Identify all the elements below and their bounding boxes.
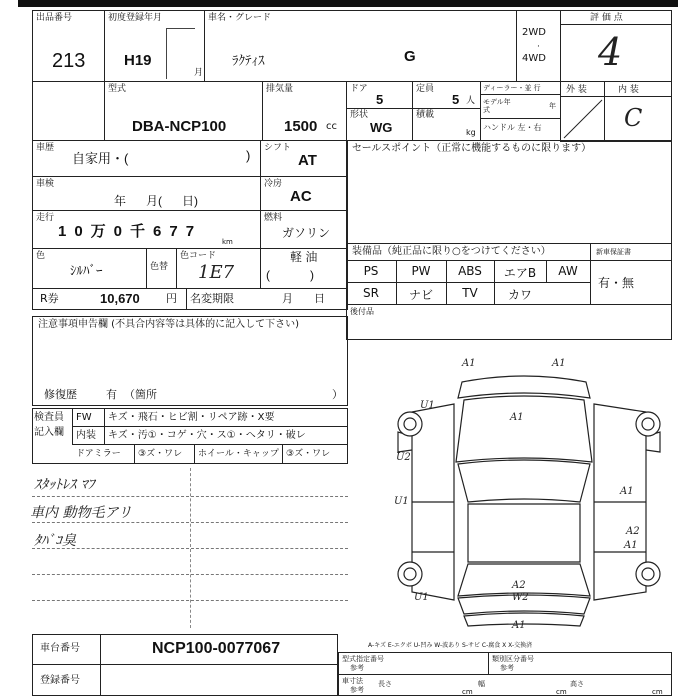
cap-text: ③ズ・ワレ	[286, 449, 331, 459]
drive-2wd: 2WD	[522, 27, 546, 38]
equip-leather: カワ	[507, 288, 532, 302]
int-label: 内装	[76, 430, 96, 441]
history-paren: )	[246, 148, 251, 163]
repair-paren: ）	[332, 388, 343, 401]
post-parts-box	[346, 304, 672, 340]
length-label: 長さ	[378, 680, 392, 688]
displacement: 1500	[284, 118, 318, 135]
doors: 5	[376, 92, 384, 107]
exterior-label: 外 装	[566, 85, 587, 95]
car-diagram	[384, 352, 674, 642]
notes-label: 注意事項申告欄 (不具合内容等は具体的に記入して下さい)	[38, 319, 299, 330]
repair-label: 修復歴	[44, 388, 77, 401]
fuel-label: 燃料	[264, 213, 283, 223]
first-reg-year: H19	[124, 52, 152, 69]
equip-sr: SR	[363, 286, 379, 300]
mileage: 10万0千677	[58, 223, 203, 240]
dmg-mark: A1	[462, 358, 476, 369]
model-grade-label: 車名・グレード	[208, 13, 272, 23]
lot-no-label: 出品番号	[36, 13, 73, 23]
handwritten-note-2: 車内 動物毛アリ	[30, 505, 132, 521]
history-value: 自家用・(	[72, 151, 129, 166]
handwritten-note-3: ﾀﾊﾞｺ臭	[34, 533, 76, 549]
equip-airbag: エアB	[503, 266, 537, 280]
capacity-label: 定員	[416, 84, 435, 94]
ac-label: 冷房	[264, 179, 283, 189]
recycle-value: 10,670	[100, 291, 140, 306]
size-ref: 参考	[350, 686, 364, 694]
body-type-label: 形状	[350, 110, 369, 120]
km-unit: km	[222, 238, 233, 246]
manual-label: 新車保証書	[596, 248, 631, 256]
chassis-no: NCP100-0077067	[152, 640, 281, 657]
load-label: 積載	[416, 110, 435, 120]
recycle-label: R券	[40, 292, 59, 305]
top-strip	[18, 0, 678, 7]
equip-abs: ABS	[458, 264, 482, 278]
dmg-mark: U1	[394, 496, 409, 507]
sales-point-box	[346, 140, 672, 244]
color: ｼﾙﾊﾞｰ	[70, 263, 103, 278]
drive-sep: ·	[537, 42, 540, 52]
dmg-mark: A1	[510, 412, 524, 423]
inspector-label-2: 記入欄	[34, 427, 64, 438]
width-label: 幅	[478, 680, 485, 688]
equip-pw: PW	[411, 264, 431, 278]
fuel-gasoline: ガソリン	[282, 226, 331, 240]
equip-ps: PS	[363, 264, 379, 278]
ac: AC	[290, 188, 312, 205]
equip-aw: AW	[558, 264, 578, 278]
cap-label: ホイール・キャップ	[198, 449, 279, 459]
serial-ref: 参考	[350, 664, 364, 672]
model-year-label: モデル年式	[483, 98, 511, 114]
diagram-legend: A-キズ E-エクボ U-凹み W-波あり S-サビ C-腐食 X X-交換済	[368, 642, 533, 649]
shift: AT	[298, 152, 317, 169]
dmg-mark: A1	[624, 540, 638, 551]
height-unit: cm	[652, 688, 663, 696]
model-code: DBA-NCP100	[132, 118, 227, 135]
yen-unit: 円	[166, 292, 177, 305]
capacity-unit: 人	[466, 96, 476, 106]
color-change-label: 色替	[150, 262, 169, 272]
score: 4	[598, 30, 623, 74]
model-code-label: 型式	[108, 84, 127, 94]
mirror-text: ③ズ・ワレ	[138, 449, 183, 459]
interior-grade: C	[624, 104, 643, 132]
size-label: 車寸法	[342, 677, 363, 685]
chassis-label: 車台番号	[40, 643, 80, 654]
inspection-label: 車検	[36, 179, 55, 189]
reg-no-label: 登録番号	[40, 675, 80, 686]
handwritten-note-1: ｽﾀｯﾄﾚｽ ﾏﾌ	[34, 477, 95, 493]
dmg-mark: U1	[420, 400, 435, 411]
score-label: 評 価 点	[590, 13, 623, 23]
dmg-mark: A1	[552, 358, 566, 369]
manual-value: 有・無	[598, 276, 635, 290]
color-label: 色	[36, 251, 46, 261]
grade: G	[404, 48, 416, 65]
first-reg-month-box	[166, 28, 195, 79]
length-unit: cm	[462, 688, 473, 696]
width-unit: cm	[556, 688, 567, 696]
history-label: 車歴	[36, 143, 55, 153]
mileage-label: 走行	[36, 213, 55, 223]
month-unit: 月	[194, 68, 204, 78]
mirror-label: ドアミラー	[76, 449, 121, 459]
fuel-diesel: 軽 油	[290, 250, 318, 264]
dmg-mark: A2	[512, 580, 526, 591]
dealer-label: ディーラー・並 行	[483, 84, 541, 92]
fuel-paren: ( )	[266, 268, 314, 282]
dmg-mark: U2	[396, 452, 411, 463]
serial-label: 型式指定番号	[342, 655, 384, 663]
dmg-mark: A1	[620, 486, 634, 497]
fw-label: FW	[76, 412, 92, 423]
doors-label: ドア	[350, 84, 368, 94]
expiry-text: 月 日	[282, 292, 325, 305]
lot-no: 213	[52, 50, 86, 72]
capacity: 5	[452, 92, 460, 107]
dmg-mark: U1	[414, 592, 429, 603]
post-label: 後付品	[350, 307, 374, 316]
fw-text: キズ・飛石・ヒビ割・リペア跡・X要	[108, 412, 275, 423]
shift-label: シフト	[264, 143, 292, 153]
inspector-label-1: 検査員	[34, 412, 64, 423]
sales-point-label: セールスポイント（正常に機能するものに限ります）	[352, 143, 592, 154]
year-unit: 年	[549, 102, 556, 110]
inspection-text: 年 月( 日)	[114, 194, 199, 208]
model-name: ﾗｸﾃｨｽ	[232, 53, 265, 68]
interior-label: 内 装	[618, 85, 639, 95]
equip-navi: ナビ	[408, 288, 433, 302]
repair-value: 有 （箇所	[106, 388, 157, 401]
height-label: 高さ	[570, 680, 584, 688]
int-text: キズ・汚①・コゲ・穴・ス①・へタリ・破レ	[108, 430, 306, 441]
dmg-mark: A1	[512, 620, 526, 631]
displacement-label: 排気量	[266, 84, 294, 94]
load-unit: kg	[466, 128, 476, 137]
exterior-slash	[562, 98, 604, 140]
drive-4wd: 4WD	[522, 53, 546, 64]
equipment-label: 装備品（純正品に限り○をつけてください）	[352, 246, 551, 257]
expiry-label: 名変期限	[190, 292, 234, 305]
first-reg-label: 初度登録年月	[108, 13, 163, 23]
color-code: 1E7	[198, 262, 235, 283]
category-label: 類別区分番号	[492, 655, 534, 663]
cc-unit: cc	[326, 121, 337, 132]
body-type: WG	[370, 120, 393, 135]
equip-tv: TV	[462, 286, 478, 300]
dmg-mark: W2	[512, 592, 529, 603]
category-ref: 参考	[500, 664, 514, 672]
color-code-label: 色コード	[180, 251, 217, 261]
dmg-mark: A2	[626, 526, 640, 537]
handle-label: ハンドル 左・右	[483, 123, 542, 132]
